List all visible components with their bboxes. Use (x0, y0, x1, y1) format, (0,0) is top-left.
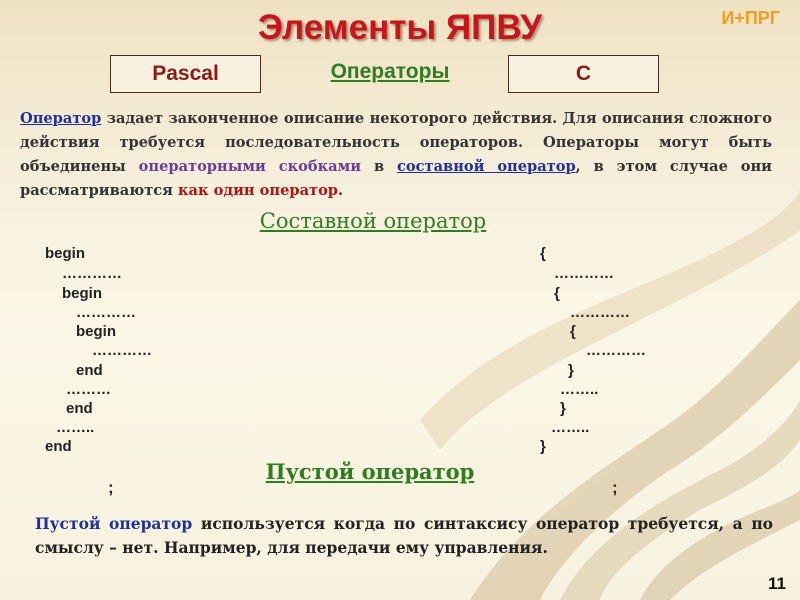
c-code-line: { (570, 323, 576, 340)
pascal-code-line: begin (76, 323, 116, 340)
term-operator: Оператор (20, 110, 102, 127)
c-code-line: ………… (570, 304, 630, 321)
pascal-code-line: ………… (76, 304, 136, 321)
c-code-line: ………… (554, 265, 614, 282)
pascal-code-line: begin (62, 285, 102, 302)
corner-label: И+ПРГ (721, 8, 780, 28)
page-number: 11 (768, 574, 786, 593)
c-code-line: } (560, 400, 566, 417)
term-operator-brackets: операторными скобками (138, 158, 362, 175)
c-code-line: …….. (551, 419, 590, 436)
pascal-code-line: …….. (56, 419, 95, 436)
pascal-code-line: end (66, 400, 93, 417)
operators-heading: Операторы (330, 60, 450, 83)
c-code-line: ………… (586, 342, 646, 359)
intro-paragraph: Оператор задает законченное описание некоторого действия. Для описания сложного действия требуется последовательность операторов. Операторы могут быть объединены операторными скобками в составной оператор, в этом случае они рассматриваются как один оператор. (20, 110, 772, 199)
pascal-code-line: begin (45, 245, 85, 262)
pascal-empty-semicolon: ; (108, 478, 114, 497)
pascal-code-line: ………… (62, 265, 122, 282)
c-empty-semicolon: ; (612, 478, 618, 497)
empty-operator-paragraph: Пустой оператор используется когда по синтаксису оператор требуется, а по смыслу – нет. Например, для передачи ему управления. (35, 514, 774, 557)
c-code-line: { (554, 285, 560, 302)
term-as-one-operator: как один оператор (178, 182, 339, 199)
pascal-code-line: ……… (66, 381, 111, 398)
page-title: Элементы ЯПВУ (257, 8, 543, 47)
pascal-box: Pascal (110, 55, 261, 93)
empty-operator-heading: Пустой оператор (265, 459, 475, 484)
term-compound-operator: составной оператор (397, 158, 576, 175)
term-empty-operator: Пустой оператор (35, 514, 193, 533)
c-code-line: …….. (560, 381, 599, 398)
c-code-line: { (540, 245, 546, 262)
compound-operator-heading: Составной оператор (259, 209, 487, 233)
pascal-code-line: end (76, 362, 103, 379)
c-box: C (508, 55, 659, 93)
c-code-line: } (568, 362, 574, 379)
c-code-line: } (540, 438, 546, 455)
pascal-code-line: end (45, 438, 72, 455)
pascal-code-line: ………… (92, 342, 152, 359)
